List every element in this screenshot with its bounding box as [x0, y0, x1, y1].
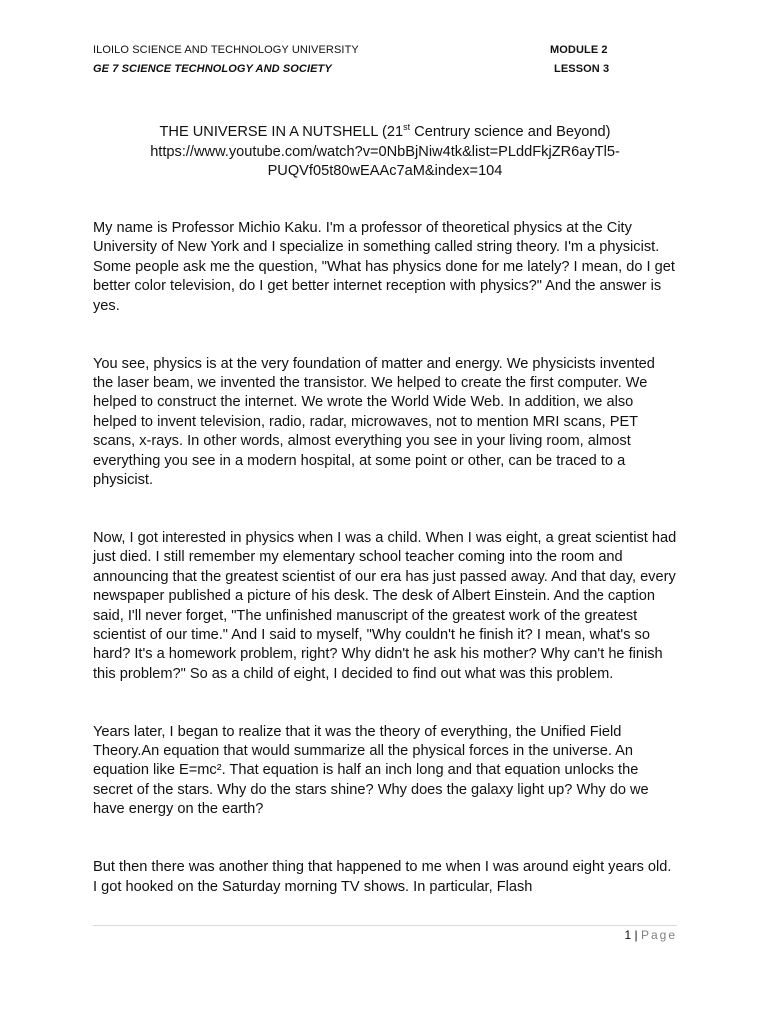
document-title — [93, 123, 677, 182]
video-url-line-2: PUQVf05t80wEAAc7aM&index=104 — [267, 163, 503, 180]
header-row-1 — [93, 44, 653, 63]
page-header — [93, 44, 653, 82]
footer-divider — [93, 925, 677, 926]
title-rest: Centrury science and Beyond) — [410, 124, 611, 140]
module-label: MODULE 2 — [550, 44, 608, 56]
page-footer — [560, 928, 677, 942]
university-name: ILOILO SCIENCE AND TECHNOLOGY UNIVERSITY — [93, 44, 359, 56]
title-line — [93, 123, 677, 143]
paragraph-5: But then there was another thing that happened to me when I was around eight years old. I got hooked on the Saturday morning TV shows. In particular, Flash — [93, 859, 672, 895]
video-url-line-1: https://www.youtube.com/watch?v=0NbBjNiw4tk&list=PLddFkjZR6ayTl5- — [150, 143, 620, 160]
lesson-label: LESSON 3 — [554, 63, 610, 75]
paragraph-3: Now, I got interested in physics when I was a child. When I was eight, a great scientist had just died. I still remember my elementary school teacher coming into the room and announcing that the greatest scientist of our era has just passed away. And that day, every newspaper published a picture of his desk. The desk of Albert Einstein. And the caption said, I'll never forget, "The unfinished manuscript of the greatest work of the greatest scientist of our time." And I said to myself, "Why couldn't he finish it? I mean, what's so hard? It's a homework problem, right? Why didn't he ask his mother? Why can't he finish this problem?" So as a child of eight, I decided to find out what was this problem. — [93, 529, 677, 682]
course-name: GE 7 SCIENCE TECHNOLOGY AND SOCIETY — [93, 63, 332, 75]
page-separator: | — [631, 928, 641, 942]
document-body — [93, 219, 677, 935]
header-row-2 — [93, 63, 653, 82]
page-number: 1 — [624, 928, 632, 942]
title-superscript: st — [403, 122, 411, 133]
paragraph-2: You see, physics is at the very foundation of matter and energy. We physicists invented the laser beam, we invented the transistor. We helped to create the first computer. We helped to construct the internet. We wrote the World Wide Web. In addition, we also helped to invent television, radio, radar, microwaves, not to mention MRI scans, PET scans, x-rays. In other words, almost everything you see in your living room, almost everything you see in a modern hospital, at some point or other, can be traced to a physicist. — [93, 355, 655, 488]
paragraph-1: My name is Professor Michio Kaku. I'm a professor of theoretical physics at the City University of New York and I specialize in something called string theory. I'm a physicist. Some people ask me the question, "What has physics done for me lately? I mean, do I get better color television, do I get better internet reception with physics?" And the answer is yes. — [93, 220, 675, 314]
page-word: Page — [640, 928, 677, 942]
paragraph-4: Years later, I began to realize that it was the theory of everything, the Unified Field Theory.An equation that would summarize all the physical forces in the universe. An equation like E=mc². That equation is half an inch long and that equation unlocks the secret of the stars. Why do the stars shine? Why does the galaxy light up? Why do we have energy on the earth? — [93, 723, 649, 818]
title-main: THE UNIVERSE IN A NUTSHELL (21 — [159, 124, 404, 140]
